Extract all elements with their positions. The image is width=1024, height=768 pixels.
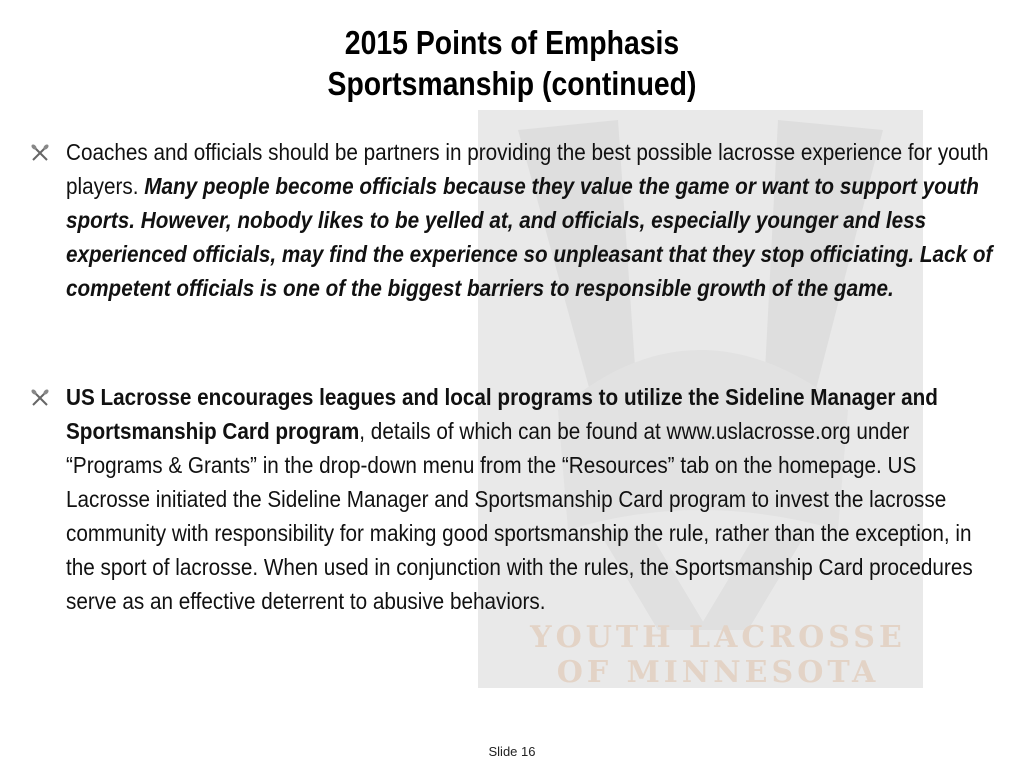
bullet-text-1	[66, 135, 993, 305]
slide-title	[72, 22, 953, 104]
title-line-1: 2015 Points of Emphasis	[344, 24, 680, 61]
watermark-line2: OF MINNESOTA	[556, 655, 880, 690]
bullet-2-plain: , details of which can be found at www.uslacrosse.org under “Programs & Grants” in the drop-down menu from the “Resources” tab on the homepage. US Lacrosse initiated the Sideline Manager and Sportsmanship Card program to invest the lacrosse community with responsibility for making good sportsmanship the rule, rather than the exception, in the sport of lacrosse. When used in conjunction with the rules, the Sportsmanship Card procedures serve as an effective deterrent to abusive behaviors.	[66, 418, 973, 614]
title-line-2: Sportsmanship (continued)	[327, 65, 697, 102]
bullet-1-plain: Coaches and officials should be partners in providing the best possible lacrosse experience for youth players.	[66, 139, 989, 199]
watermark-line1: YOUTH LACROSSE	[530, 620, 906, 655]
crossed-sticks-icon	[30, 143, 50, 163]
crossed-sticks-icon	[30, 388, 50, 408]
bullet-1-emphasis: Many people become officials because they value the game or want to support youth sports. However, nobody likes to be yelled at, and officials, especially younger and less experienced officials, may find the experience so unpleasant that they stop officiating. Lack of competent officials is one of the biggest barriers to responsible growth of the game.	[66, 173, 993, 301]
bullet-2-bold: US Lacrosse encourages leagues and local programs to utilize the Sideline Manager and Sportsmanship Card program	[66, 384, 938, 444]
bullet-text-2	[66, 380, 993, 618]
slide-number: Slide 16	[488, 744, 536, 759]
